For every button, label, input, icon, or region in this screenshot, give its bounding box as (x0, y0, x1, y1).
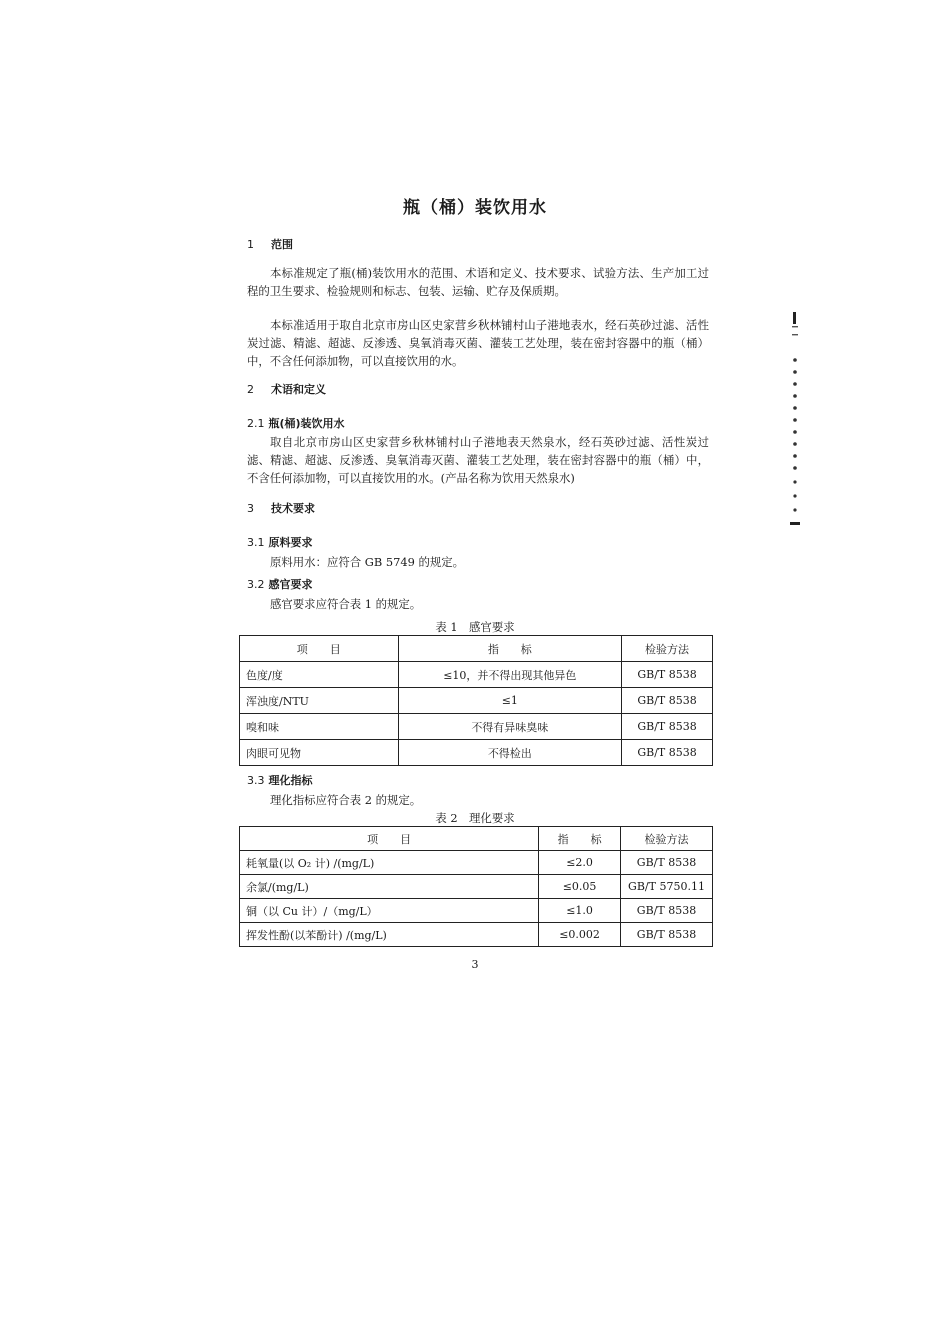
subsection-title: 原料要求 (268, 536, 313, 549)
table-cell: 肉眼可见物 (240, 740, 399, 766)
table-cell: ≤0.05 (539, 875, 621, 899)
subsection-title: 理化指标 (268, 774, 313, 787)
table-row (240, 740, 713, 766)
table-cell: ≤0.002 (539, 923, 621, 947)
subsection-3-2-heading (247, 576, 313, 592)
page-title: 瓶（桶）装饮用水 (403, 198, 547, 218)
section-number: 1 (247, 238, 254, 251)
subsection-title: 瓶(桶)装饮用水 (268, 417, 345, 430)
paragraph: 取自北京市房山区史家营乡秋林铺村山子港地表天然泉水，经石英砂过滤、活性炭过滤、精滤、超滤、反渗透、臭氧消毒灭菌、灌装工艺处理，装在密封容器中的瓶（桶）中，不含任何添加物，可以直接饮用的水。(产品名称为饮用天然泉水) (247, 435, 709, 485)
table-row (240, 875, 713, 899)
table-cell: 不得有异味臭味 (398, 714, 622, 740)
section-3-heading (247, 500, 315, 516)
table-row (240, 662, 713, 688)
table-cell: GB/T 5750.11 (621, 875, 713, 899)
subsection-number: 3.3 (247, 774, 265, 787)
paragraph: 理化指标应符合表 2 的规定。 (270, 793, 422, 807)
table-header-row (240, 636, 713, 662)
table-row (240, 899, 713, 923)
table-cell: 铜（以 Cu 计）/（mg/L） (240, 899, 539, 923)
table-cell: 挥发性酚(以苯酚计) /(mg/L) (240, 923, 539, 947)
subsection-number: 2.1 (247, 417, 265, 430)
column-header: 指 标 (539, 827, 621, 851)
subsection-3-1-heading (247, 534, 313, 550)
table-cell: 不得检出 (398, 740, 622, 766)
page-number: 3 (471, 958, 479, 971)
subsection-title: 感官要求 (268, 578, 313, 591)
paragraph: 原料用水：应符合 GB 5749 的规定。 (270, 555, 465, 569)
table-1-caption: 表 1 感官要求 (435, 620, 515, 634)
table-cell: 色度/度 (240, 662, 399, 688)
table-header-row (240, 827, 713, 851)
table-cell: 嗅和味 (240, 714, 399, 740)
section-2-heading (247, 381, 326, 397)
paragraph: 感官要求应符合表 1 的规定。 (270, 597, 422, 611)
table-row (240, 688, 713, 714)
table-2-caption: 表 2 理化要求 (435, 811, 515, 825)
table-cell: 耗氧量(以 O₂ 计) /(mg/L) (240, 851, 539, 875)
paragraph: 本标准规定了瓶(桶)装饮用水的范围、术语和定义、技术要求、试验方法、生产加工过程的卫生要求、检验规则和标志、包装、运输、贮存及保质期。 (247, 266, 709, 298)
table-cell: GB/T 8538 (621, 899, 713, 923)
column-header: 项 目 (240, 827, 539, 851)
section-number: 3 (247, 502, 254, 515)
table-row (240, 714, 713, 740)
table-cell: GB/T 8538 (621, 851, 713, 875)
column-header: 项 目 (240, 636, 399, 662)
column-header: 检验方法 (621, 827, 713, 851)
physicochemical-requirements-table (239, 826, 713, 947)
table-row (240, 851, 713, 875)
section-title: 技术要求 (271, 502, 315, 515)
subsection-number: 3.2 (247, 578, 265, 591)
table-cell: ≤1 (398, 688, 622, 714)
paragraph: 本标准适用于取自北京市房山区史家营乡秋林铺村山子港地表水，经石英砂过滤、活性炭过滤、精滤、超滤、反渗透、臭氧消毒灭菌、灌装工艺处理，装在密封容器中的瓶（桶）中，不含任何添加物，可以直接饮用的水。 (247, 318, 709, 368)
column-header: 指 标 (398, 636, 622, 662)
binding-margin-marks (788, 312, 802, 534)
sensory-requirements-table (239, 635, 713, 766)
section-1-heading (247, 236, 293, 252)
table-cell: GB/T 8538 (622, 662, 713, 688)
table-cell: GB/T 8538 (622, 740, 713, 766)
table-cell: 浑浊度/NTU (240, 688, 399, 714)
subsection-number: 3.1 (247, 536, 265, 549)
table-cell: GB/T 8538 (622, 688, 713, 714)
table-cell: GB/T 8538 (621, 923, 713, 947)
table-row (240, 923, 713, 947)
column-header: 检验方法 (622, 636, 713, 662)
section-title: 范围 (271, 238, 293, 251)
table-cell: GB/T 8538 (622, 714, 713, 740)
table-cell: ≤10，并不得出现其他异色 (398, 662, 622, 688)
table-cell: ≤1.0 (539, 899, 621, 923)
section-title: 术语和定义 (271, 383, 326, 396)
subsection-2-1-heading (247, 415, 345, 431)
subsection-3-3-heading (247, 772, 313, 788)
table-cell: 余氯/(mg/L) (240, 875, 539, 899)
section-number: 2 (247, 383, 254, 396)
table-cell: ≤2.0 (539, 851, 621, 875)
